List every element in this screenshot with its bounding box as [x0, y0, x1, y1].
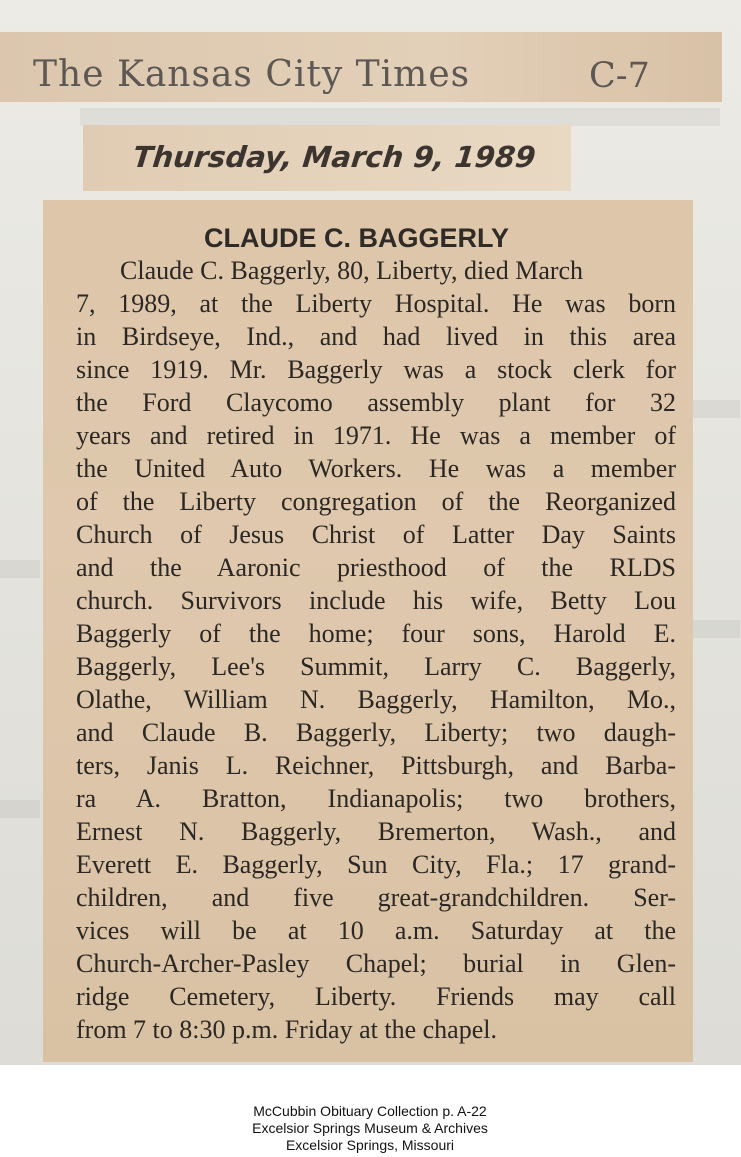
obituary-line: in Birdseye, Ind., and had lived in this area: [76, 322, 676, 351]
obituary-line: ra A. Bratton, Indianapolis; two brothers,: [76, 784, 676, 813]
obituary-line: church. Survivors include his wife, Betty Lou: [76, 586, 676, 615]
obituary-line: Church of Jesus Christ of Latter Day Saints: [76, 520, 676, 549]
obituary-line: children, and five great-grandchildren. Ser-: [76, 883, 676, 912]
obituary-line: ridge Cemetery, Liberty. Friends may call: [76, 982, 676, 1011]
newspaper-name: The Kansas City Times: [33, 54, 471, 95]
obituary-line: Church-Archer-Pasley Chapel; burial in Glen-: [76, 949, 676, 978]
obituary-line: the Ford Claycomo assembly plant for 32: [76, 388, 676, 417]
obituary-line: of the Liberty congregation of the Reorganized: [76, 487, 676, 516]
caption-location: Excelsior Springs, Missouri: [285, 1137, 455, 1153]
caption-museum: Excelsior Springs Museum & Archives: [252, 1120, 488, 1136]
obituary-line: from 7 to 8:30 p.m. Friday at the chapel.: [76, 1015, 497, 1044]
obituary-line: Baggerly of the home; four sons, Harold E.: [76, 619, 676, 648]
obituary-line: ters, Janis L. Reichner, Pittsburgh, and Barba-: [76, 751, 676, 780]
obituary-line: and the Aaronic priesthood of the RLDS: [76, 553, 676, 582]
obituary-line: Baggerly, Lee's Summit, Larry C. Baggerly,: [76, 652, 676, 681]
obituary-line: Claude C. Baggerly, 80, Liberty, died March: [120, 256, 584, 285]
obituary-line: Ernest N. Baggerly, Bremerton, Wash., and: [76, 817, 676, 846]
obituary-line: since 1919. Mr. Baggerly was a stock clerk for: [76, 355, 676, 384]
archive-caption: [160, 1103, 580, 1154]
page-number: C-7: [589, 56, 650, 96]
obituary-line: Everett E. Baggerly, Sun City, Fla.; 17 grand-: [76, 850, 676, 879]
caption-collection: McCubbin Obituary Collection p. A-22: [253, 1103, 487, 1119]
obituary-line: 7, 1989, at the Liberty Hospital. He was born: [76, 289, 676, 318]
obituary-line: and Claude B. Baggerly, Liberty; two daugh-: [76, 718, 676, 747]
obituary-heading: CLAUDE C. BAGGERLY: [204, 223, 510, 253]
obituary-line: Olathe, William N. Baggerly, Hamilton, Mo.,: [76, 685, 676, 714]
obituary-line: years and retired in 1971. He was a member of: [76, 421, 676, 450]
obituary-line: vices will be at 10 a.m. Saturday at the: [76, 916, 676, 945]
obituary-body: [76, 254, 676, 1046]
obituary-line: the United Auto Workers. He was a member: [76, 454, 676, 483]
handwritten-date: Thursday, March 9, 1989: [131, 140, 538, 174]
